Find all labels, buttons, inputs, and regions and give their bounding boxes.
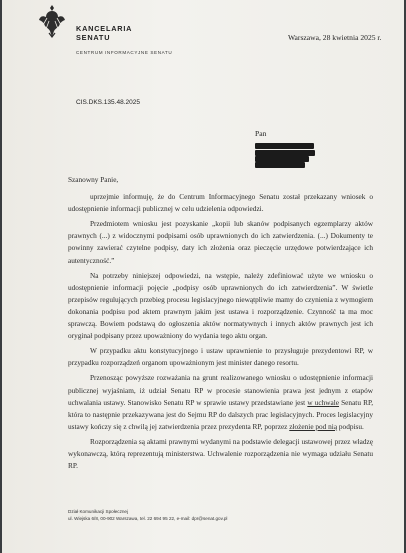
paragraph: Rozporządzenia są aktami prawnymi wydanymi na podstawie delegacji ustawowej przez władzę wykonawczą, którą reprezentują ministerstwa. Uchwalenie rozporządzenia nie wymaga udziału Senatu RP. xyxy=(68,436,373,471)
paragraph: uprzejmie informuję, że do Centrum Informacyjnego Senatu został przekazany wniosek o udostępnienie informacji publicznej w celu udzielenia odpowiedzi. xyxy=(68,192,373,214)
addressee-label: Pan xyxy=(255,129,267,138)
org-name: KANCELARIA SENATU xyxy=(76,24,133,42)
paragraph: Przenosząc powyższe rozważania na grunt realizowanego wniosku o udostępnienie informacji publicznej wyjaśniam, iż udział Senatu RP w procesie stanowienia prawa jest jednym z etapów uchwalania ustawy. Stanowisko Senatu RP w sprawie ustawy przedstawiane jest w uchwale Senatu RP, która to następnie przekazywana jest do Sejmu RP do dalszych prac legislacyjnych. Proces legislacyjny ustawy kończy się z chwilą jej zatwierdzenia przez prezydenta RP, poprzez złożenie pod nią podpisu. xyxy=(68,373,374,431)
footer-department: Dział Komunikacji Społecznej xyxy=(68,509,129,514)
redacted-line xyxy=(255,143,314,149)
footer-contact: ul. Wiejska 6/8, 00-902 Warszawa, tel. 22 694 95 22, e-mail: dpr@senat.gov.pl xyxy=(68,516,228,521)
org-subtitle: CENTRUM INFORMACYJNE SENATU xyxy=(76,50,173,55)
letter-page xyxy=(2,0,404,553)
paragraph: Przedmiotem wniosku jest pozyskanie „kopii lub skanów podpisanych egzemplarzy aktów prawnych (...) z widocznymi podpisami osób uprawnionych do ich zatwierdzenia. (...) Dokumenty te powinny zawierać czytelne podpisy, daty ich złożenia oraz pieczęcie urzędowe potwierdzające ich autentyczność.” xyxy=(68,219,373,265)
underlined-phrase: w uchwale xyxy=(307,397,340,407)
paragraph: Na potrzeby niniejszej odpowiedzi, na wstępie, należy zdefiniować użyte we wniosku o udostępnienie informacji pojęcie „podpisy osób uprawnionych do ich zatwierdzenia”. W świetle przepisów regulujących przebieg procesu legislacyjnego niewątpliwie mamy do czynienia z wymogiem dokonania podpisu pod aktem prawnym jakim jest ustawa i rozporządzenie. Czynność ta ma moc sprawczą. Bowiem podstawą do ogłoszenia aktów normatywnych i innych aktów prawnych jest ich oryginał podpisany przez upoważniony do wydania tego aktu organ. xyxy=(68,270,373,341)
eagle-emblem-icon xyxy=(38,3,66,39)
footer xyxy=(68,508,227,522)
letter-date: Warszawa, 28 kwietnia 2025 r. xyxy=(288,33,382,42)
letter-body xyxy=(68,174,373,475)
salutation: Szanowny Panie, xyxy=(68,175,119,184)
redacted-line xyxy=(255,162,305,168)
paragraph: W przypadku aktu konstytucyjnego i ustaw uprawnienie to przysługuje prezydentowi RP, w przypadku rozporządzeń organom upoważnionym jest minister danego resortu. xyxy=(68,346,373,368)
reference-number: CIS.DKS.135.48.2025 xyxy=(76,99,140,106)
underlined-phrase: złożenie pod nią xyxy=(289,421,338,431)
